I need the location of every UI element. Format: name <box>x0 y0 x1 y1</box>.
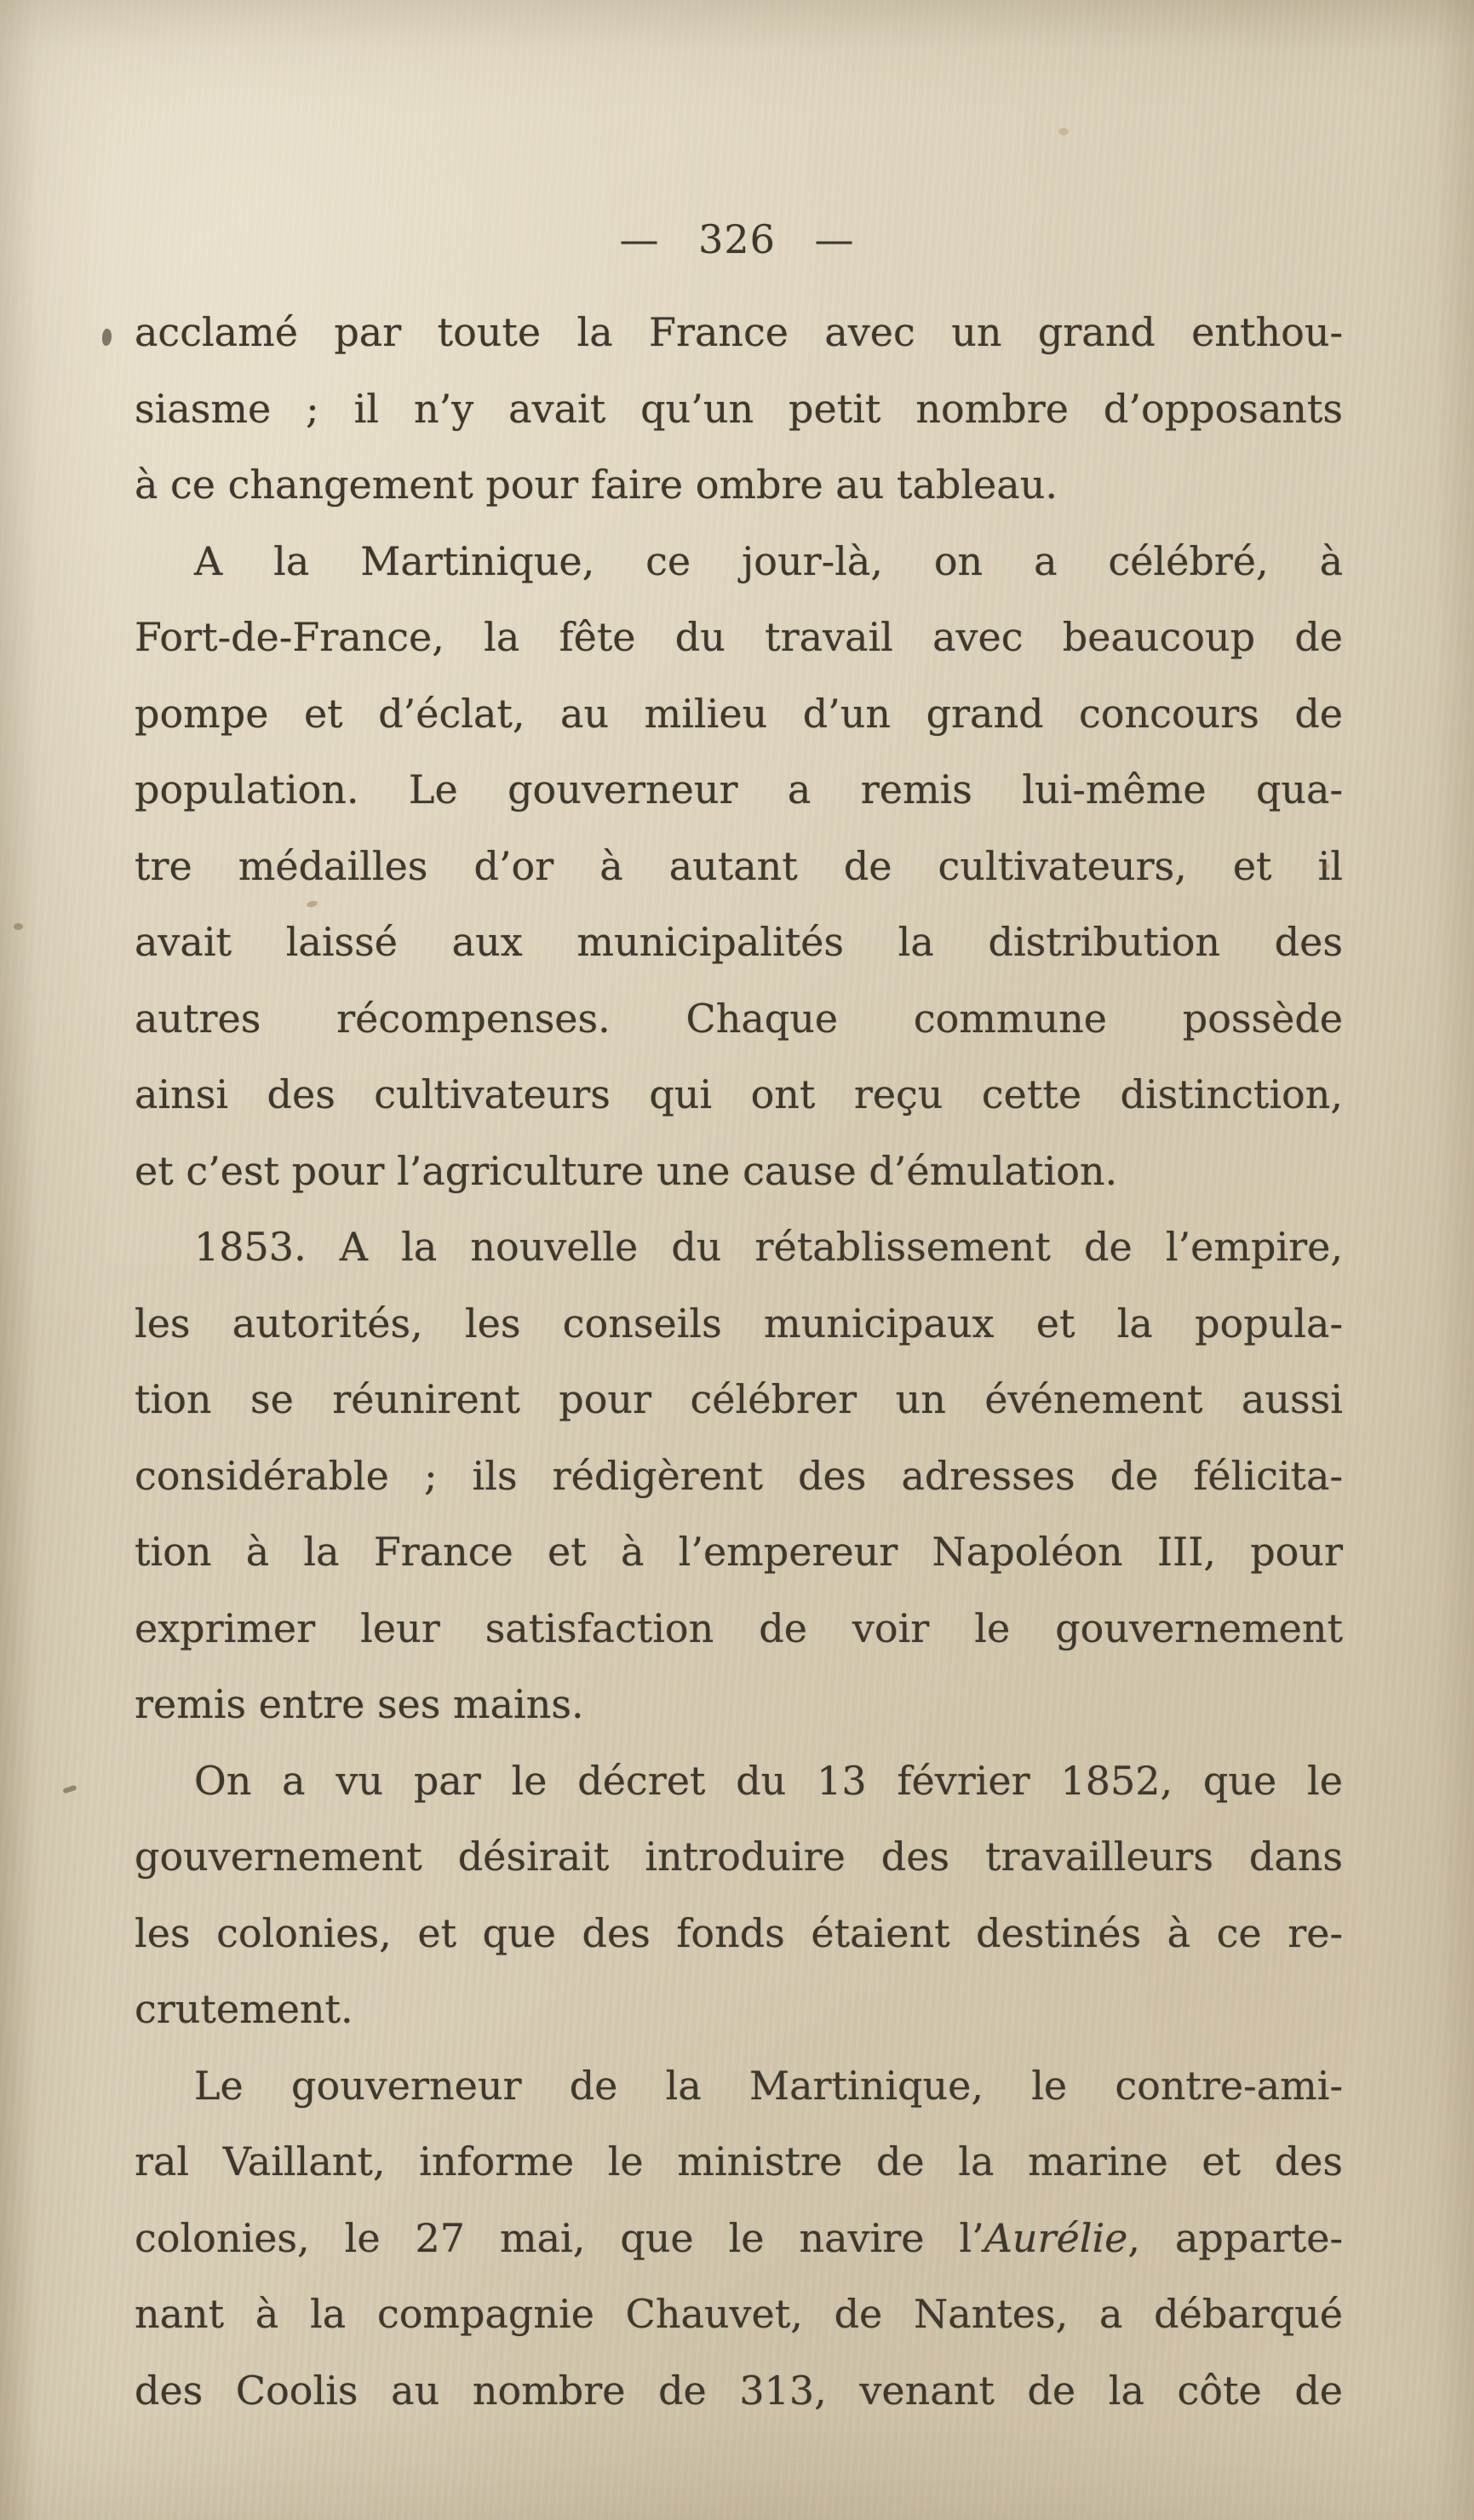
text-line: pompe et d’éclat, au milieu d’un grand concours de <box>135 690 1343 737</box>
text-line: à ce changement pour faire ombre au tableau. <box>135 462 1058 508</box>
text-line: remis entre ses mains. <box>135 1681 584 1727</box>
paper-speck <box>62 1785 77 1794</box>
text-line: tion se réunirent pour célébrer un événement aussi <box>135 1376 1343 1422</box>
text-line: Le gouverneur de la Martinique, le contre-ami- <box>194 2062 1343 2109</box>
text-line: nant à la compagnie Chauvet, de Nantes, a débarqué <box>135 2291 1343 2337</box>
text-line <box>135 2201 1343 2277</box>
text-line: population. Le gouverneur a remis lui-même qua- <box>135 766 1343 812</box>
text-segment: , apparte- <box>1127 2214 1343 2261</box>
paper-speck <box>1058 128 1069 135</box>
paper-speck <box>101 328 113 346</box>
text-line: On a vu par le décret du 13 février 1852, que le <box>194 1757 1343 1804</box>
text-line: autres récompenses. Chaque commune possède <box>135 995 1343 1042</box>
text-line: A la Martinique, ce jour-là, on a célébré, à <box>194 537 1343 584</box>
page-number: — 326 — <box>619 216 855 262</box>
text-line: les autorités, les conseils municipaux et la popula- <box>135 1300 1343 1346</box>
text-line: tre médailles d’or à autant de cultivateurs, et il <box>135 842 1343 889</box>
text-line: considérable ; ils rédigèrent des adresses de félicita- <box>135 1452 1343 1499</box>
text-line: Fort-de-France, la fête du travail avec beaucoup de <box>135 614 1343 660</box>
text-line: des Coolis au nombre de 313, venant de la côte de <box>135 2367 1343 2414</box>
text-line: acclamé par toute la France avec un grand enthou- <box>135 309 1343 355</box>
paper-speck <box>14 923 23 930</box>
text-line: les colonies, et que des fonds étaient destinés à ce re- <box>135 1909 1343 1956</box>
text-line: et c’est pour l’agriculture une cause d’émulation. <box>135 1147 1118 1194</box>
text-line: gouvernement désirait introduire des travailleurs dans <box>135 1834 1343 1880</box>
text-line: 1853. A la nouvelle du rétablissement de l’empire, <box>194 1224 1343 1270</box>
text-line: avait laissé aux municipalités la distribution des <box>135 919 1343 965</box>
text-line: ainsi des cultivateurs qui ont reçu cette distinction, <box>135 1071 1343 1117</box>
text-segment: colonies, le 27 mai, que le navire l’ <box>135 2214 984 2261</box>
text-line: crutement. <box>135 1986 353 2032</box>
text-line: siasme ; il n’y avait qu’un petit nombre d’opposants <box>135 385 1343 432</box>
ship-name-italic: Aurélie <box>984 2214 1128 2261</box>
text-line: tion à la France et à l’empereur Napoléon III, pour <box>135 1529 1343 1575</box>
text-line: ral Vaillant, informe le ministre de la marine et des <box>135 2138 1343 2184</box>
page-text <box>135 295 1343 2429</box>
text-line: exprimer leur satisfaction de voir le gouvernement <box>135 1604 1343 1651</box>
